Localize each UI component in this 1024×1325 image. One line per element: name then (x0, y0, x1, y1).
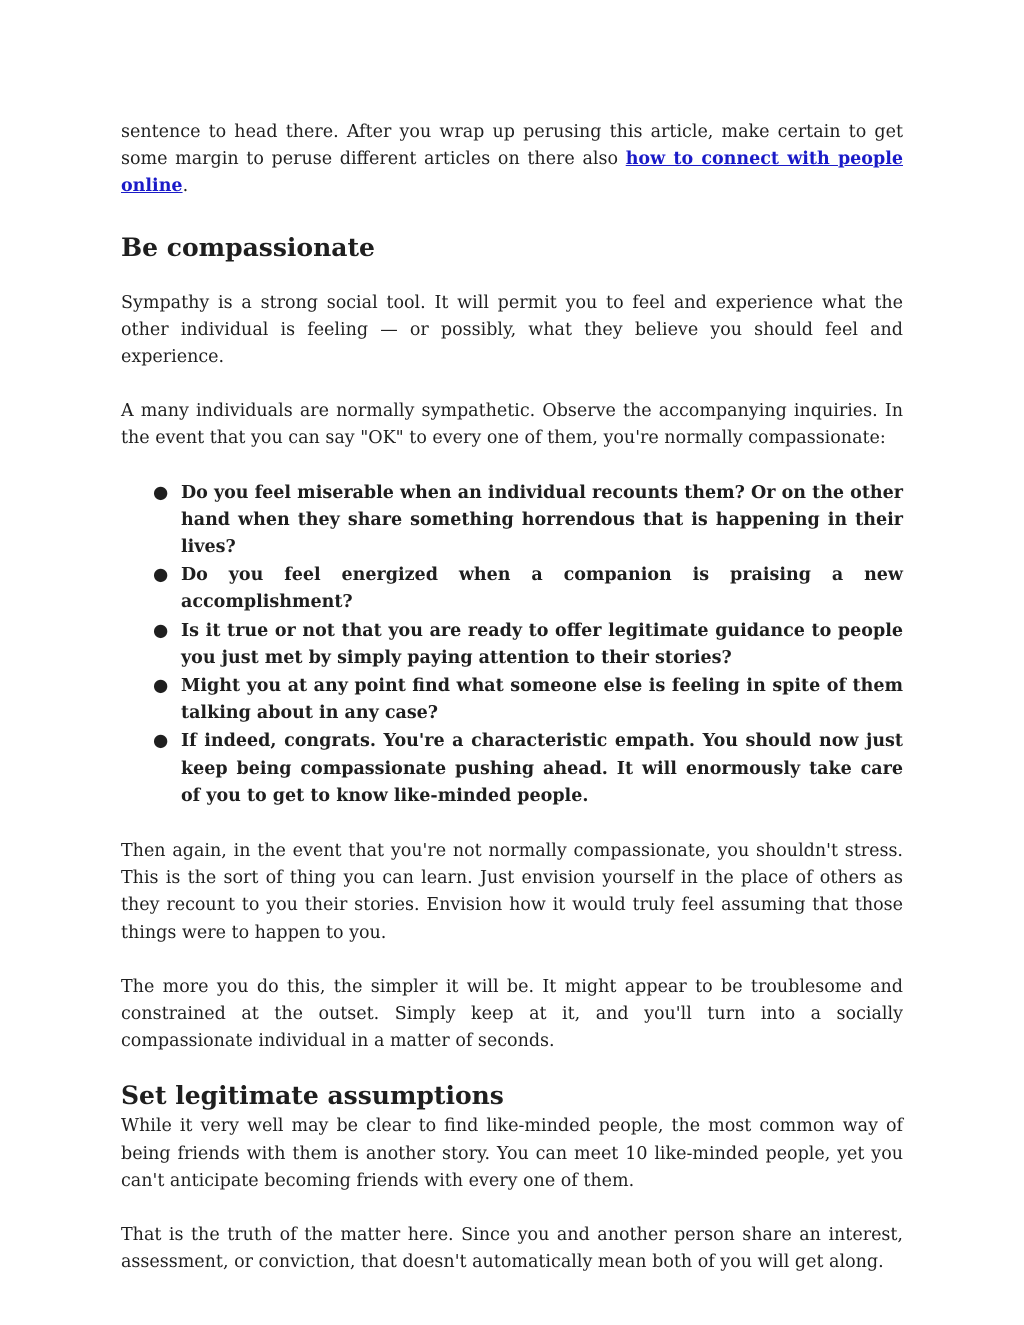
connect-people-link[interactable]: how to connect with people online (121, 149, 903, 197)
paragraph-while: While it very well may be clear to find like-minded people, the most common way of being friends with them is another story. You can meet 10 like-minded people, yet you can't anticipate becoming friends with every one of them. (121, 1116, 903, 1191)
paragraph-truth: That is the truth of the matter here. Since you and another person share an interest, assessment, or conviction, that doesn't automatically mean both of you will get along. (121, 1225, 903, 1273)
paragraph-then-again: Then again, in the event that you're not normally compassionate, you shouldn't stress. This is the sort of thing you can learn. Just envision yourself in the place of others as they recount to you their stories. Envision how it would truly feel assuming that those things were to happen to you. (121, 841, 903, 943)
question-list (121, 480, 903, 810)
section-heading-assumptions: Set legitimate assumptions (121, 1081, 504, 1111)
list-item: ● Might you at any point find what someone else is feeling in spite of them talking about in any case? (181, 673, 903, 727)
list-item: ● Do you feel energized when a companion is praising a new accomplishment? (181, 562, 903, 616)
list-item: ● Do you feel miserable when an individual recounts them? Or on the other hand when they share something horrendous that is happening in their lives? (181, 480, 903, 562)
section-heading-compassionate: Be compassionate (121, 232, 375, 262)
paragraph-sympathetic: A many individuals are normally sympathetic. Observe the accompanying inquiries. In the event that you can say "OK" to every one of them, you're normally compassionate: (121, 401, 903, 449)
bullet-icon: ● (153, 676, 169, 697)
list-item: ● Is it true or not that you are ready to offer legitimate guidance to people you just met by simply paying attention to their stories? (181, 618, 903, 672)
bullet-icon: ● (153, 565, 169, 586)
paragraph-the-more: The more you do this, the simpler it will be. It might appear to be troublesome and constrained at the outset. Simply keep at it, and you'll turn into a socially compassionate individual in a matter of seconds. (121, 976, 903, 1052)
list-item: ● If indeed, congrats. You're a characteristic empath. You should now just keep being compassionate pushing ahead. It will enormously take care of you to get to know like-minded people. (181, 728, 903, 810)
bullet-icon: ● (153, 482, 169, 503)
document-page (121, 119, 903, 1277)
intro-paragraph (121, 119, 903, 201)
bullet-icon: ● (153, 620, 169, 641)
bullet-icon: ● (153, 731, 169, 752)
paragraph-sympathy: Sympathy is a strong social tool. It will permit you to feel and experience what the other individual is feeling — or possibly, what they believe you should feel and experience. (121, 292, 903, 368)
intro-text-end: . (182, 176, 189, 197)
intro-text: sentence to head there. After you wrap up perusing this article, make certain to get some margin to peruse different articles on there also (121, 122, 903, 170)
